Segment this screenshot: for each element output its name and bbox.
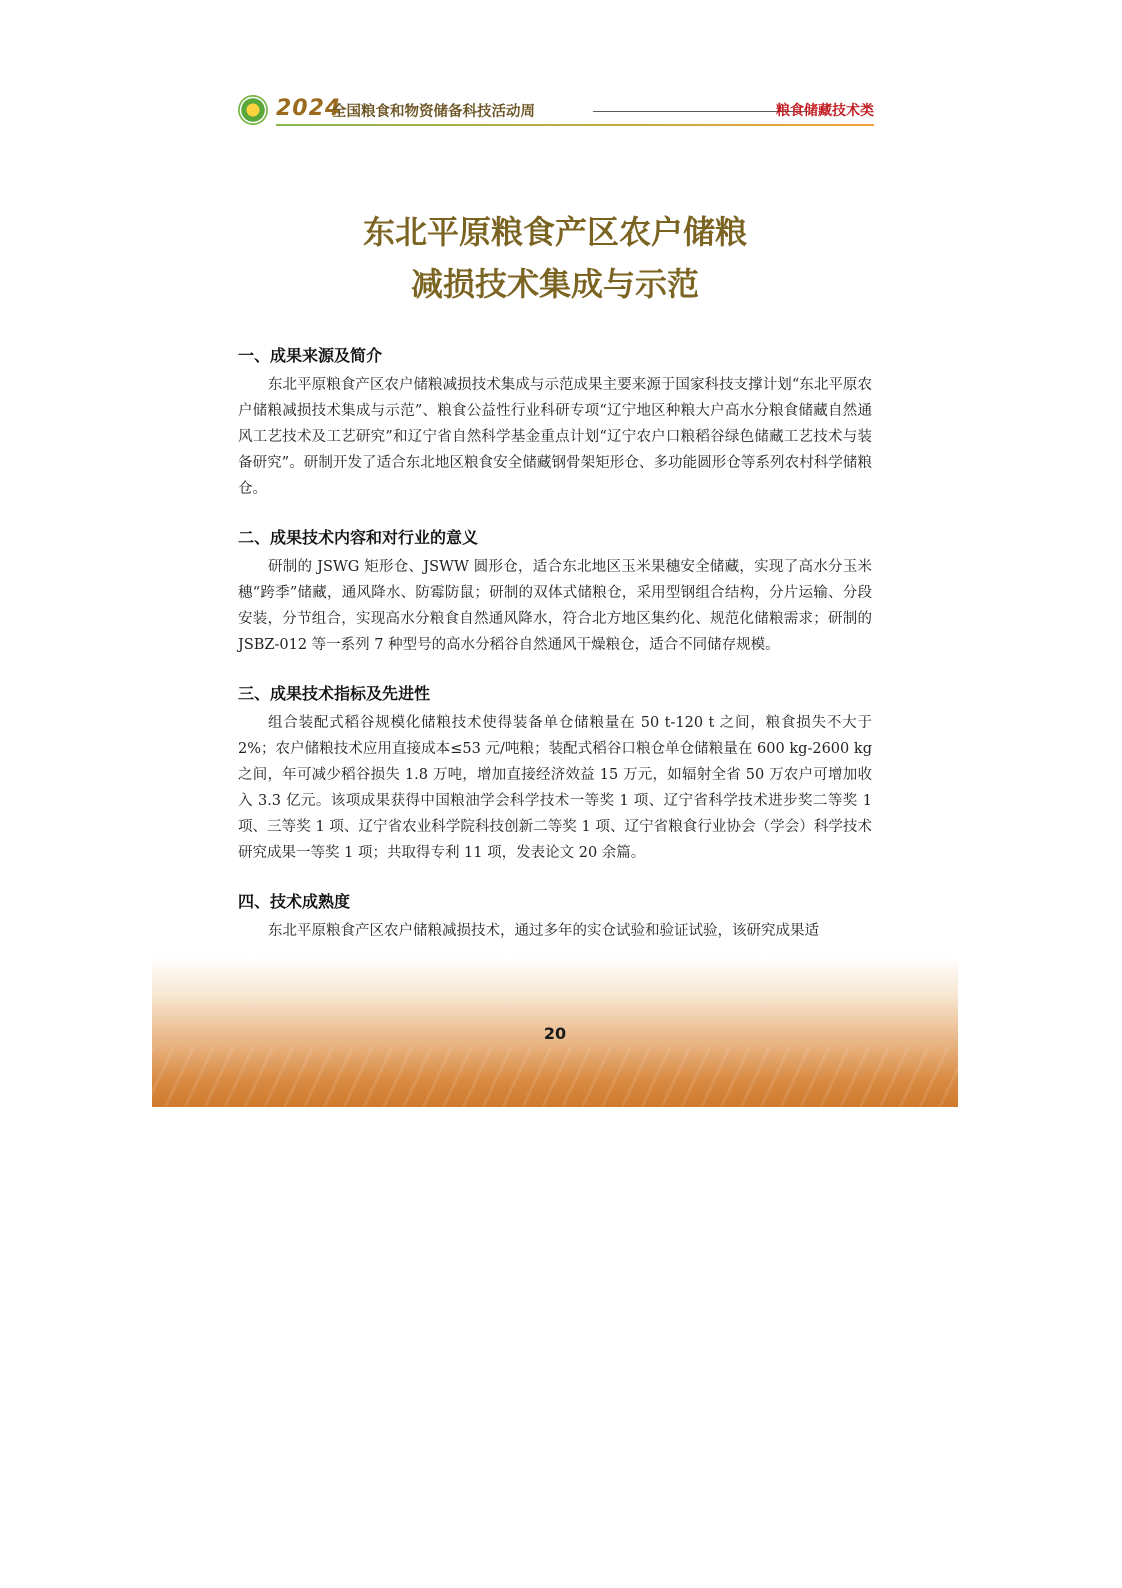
section-body: 东北平原粮食产区农户储粮减损技术集成与示范成果主要来源于国家科技支撑计划“东北平原农户储粮减损技术集成与示范”、粮食公益性行业科研专项“辽宁地区种粮大户高水分粮食储藏自然通风工艺技术及工艺研究”和辽宁省自然科学基金重点计划“辽宁农户口粮稻谷绿色储藏工艺技术与装备研究”。研制开发了适合东北地区粮食安全储藏钢骨架矩形仓、多功能圆形仓等系列农村科学储粮仓。 — [238, 377, 872, 497]
section-tech-maturity — [238, 888, 872, 944]
header-year: 2024 — [276, 96, 342, 121]
document-page — [152, 80, 958, 1107]
header-underline — [276, 124, 874, 126]
section-source-intro — [238, 342, 872, 502]
page-header — [238, 94, 874, 128]
page-title — [152, 206, 958, 310]
section-heading: 二、成果技术内容和对行业的意义 — [238, 528, 479, 547]
title-line-1: 东北平原粮食产区农户储粮 — [362, 213, 747, 251]
page-number: 20 — [543, 1024, 567, 1043]
section-body: 组合装配式稻谷规模化储粮技术使得装备单仓储粮量在 50 t-120 t 之间，粮食损失不大于 2%；农户储粮技术应用直接成本≤53 元/吨粮；装配式稻谷口粮仓单仓储粮量在 600 kg-2600 kg 之间，年可减少稻谷损失 1.8 万吨，增加直接经济效益 15 万元，如辐射全省 50 万农户可增加收入 3.3 亿元。该项成果获得中国粮油学会科学技术一等奖 1 项、辽宁省科学技术进步奖二等奖 1 项、三等奖 1 项、辽宁省农业科学院科技创新二等奖 1 项、辽宁省粮食行业协会（学会）科学技术研究成果一等奖 1 项；共取得专利 11 项，发表论文 20 余篇。 — [238, 715, 872, 861]
section-tech-indicators — [238, 680, 872, 866]
section-body: 研制的 JSWG 矩形仓、JSWW 圆形仓，适合东北地区玉米果穗安全储藏，实现了高水分玉米穗“跨季”储藏，通风降水、防霉防鼠；研制的双体式储粮仓，采用型钢组合结构，分片运输、分段安装，分节组合，实现高水分粮食自然通风降水，符合北方地区集约化、规范化储粮需求；研制的 JSBZ-012 等一系列 7 种型号的高水分稻谷自然通风干燥粮仓，适合不同储存规模。 — [238, 559, 872, 653]
section-body: 东北平原粮食产区农户储粮减损技术，通过多年的实仓试验和验证试验，该研究成果适 — [268, 923, 819, 939]
title-line-2: 减损技术集成与示范 — [410, 265, 699, 303]
section-tech-content — [238, 524, 872, 658]
section-heading: 三、成果技术指标及先进性 — [238, 684, 431, 703]
header-category: 粮食储藏技术类 — [776, 103, 874, 119]
main-content — [238, 342, 872, 966]
grain-logo-icon — [238, 95, 268, 125]
section-heading: 四、技术成熟度 — [238, 892, 351, 911]
header-event-title: 全国粮食和物资储备科技活动周 — [332, 104, 535, 120]
section-heading: 一、成果来源及简介 — [238, 346, 383, 365]
